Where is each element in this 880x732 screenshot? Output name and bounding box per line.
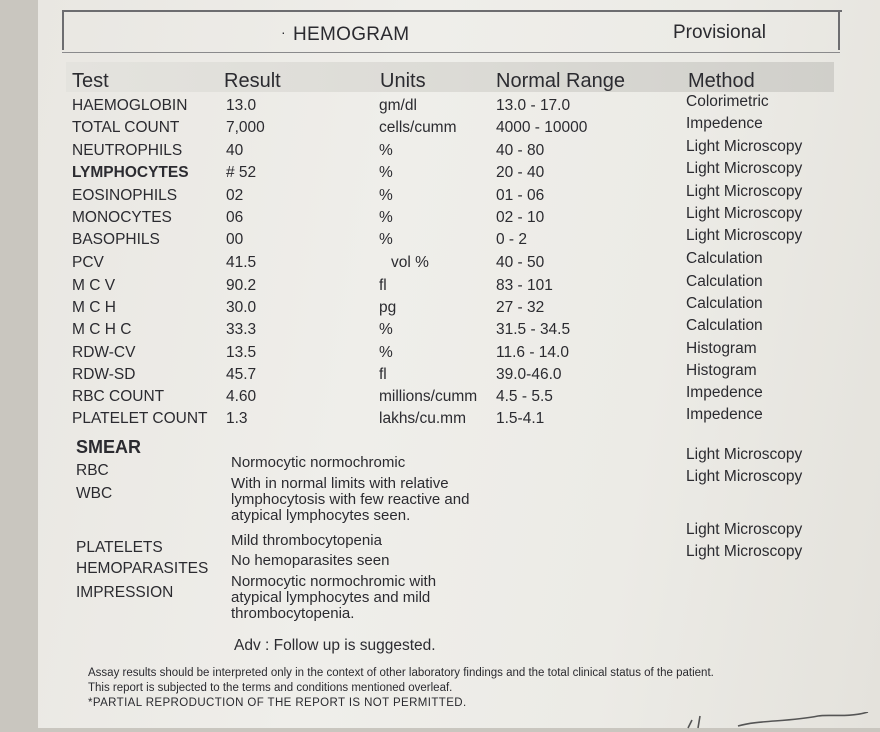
test-name: PCV (72, 254, 104, 271)
smear-finding-line: Normocytic normochromic (231, 454, 406, 471)
method-value: Calculation (686, 273, 763, 290)
result-value: 13.5 (226, 344, 257, 361)
method-value: Light Microscopy (686, 227, 803, 244)
unit-value: cells/cumm (379, 119, 457, 136)
test-name: NEUTROPHILS (72, 142, 183, 159)
unit-value: pg (379, 299, 397, 316)
normal-range-value: 11.6 - 14.0 (496, 344, 569, 361)
normal-range-value: 4000 - 10000 (496, 119, 588, 136)
result-value: 13.0 (226, 97, 257, 114)
unit-value: % (379, 164, 393, 181)
smear-method-rbc: Light Microscopy (686, 446, 803, 463)
normal-range-value: 27 - 32 (496, 299, 545, 316)
column-header-units: Units (380, 70, 426, 92)
method-value: Light Microscopy (686, 205, 803, 222)
test-name: PLATELET COUNT (72, 410, 208, 427)
report-title-text: HEMOGRAM (293, 24, 410, 45)
smear-section-title: SMEAR (76, 437, 142, 457)
column-header-normal-range: Normal Range (496, 70, 625, 92)
unit-value: % (379, 142, 393, 159)
normal-range-value: 4.5 - 5.5 (496, 388, 553, 405)
smear-finding-impression (231, 574, 436, 622)
smear-finding-rbc (231, 455, 405, 471)
test-name: MONOCYTES (72, 209, 172, 226)
smear-label-wbc: WBC (76, 485, 113, 502)
method-value: Calculation (686, 250, 763, 267)
method-value: Impedence (686, 384, 763, 401)
test-name: TOTAL COUNT (72, 119, 180, 136)
result-value: 45.7 (226, 366, 257, 383)
test-name: M C H (72, 299, 116, 316)
smear-finding-line: Normocytic normochromic with (231, 573, 437, 590)
unit-value: millions/cumm (379, 388, 478, 405)
smear-finding-line: atypical lymphocytes and mild (231, 589, 431, 606)
unit-value: fl (379, 277, 387, 294)
unit-value: % (379, 209, 393, 226)
result-value: 41.5 (226, 254, 257, 271)
test-name: LYMPHOCYTES (72, 164, 189, 181)
smear-label-hemoparasites: HEMOPARASITES (76, 560, 209, 577)
normal-range-value: 02 - 10 (496, 209, 545, 226)
unit-value: % (379, 231, 393, 248)
smear-method-platelets: Light Microscopy (686, 521, 803, 538)
unit-value: gm/dl (379, 97, 417, 114)
result-value: 4.60 (226, 388, 257, 405)
normal-range-value: 01 - 06 (496, 187, 545, 204)
result-value: 7,000 (226, 119, 265, 136)
title-box-bottom-border (62, 52, 840, 53)
method-value: Impedence (686, 406, 763, 423)
top-border (62, 10, 842, 12)
test-name: EOSINOPHILS (72, 187, 178, 204)
test-name: M C V (72, 277, 116, 294)
normal-range-value: 1.5-4.1 (496, 410, 545, 427)
unit-value: % (379, 344, 393, 361)
method-value: Calculation (686, 295, 763, 312)
normal-range-value: 40 - 80 (496, 142, 545, 159)
unit-value: lakhs/cu.mm (379, 410, 466, 427)
test-name: RDW-CV (72, 344, 136, 361)
smear-label-impression: IMPRESSION (76, 584, 174, 601)
test-name: RBC COUNT (72, 388, 165, 405)
normal-range-value: 39.0-46.0 (496, 366, 562, 383)
smear-label-platelets: PLATELETS (76, 539, 163, 556)
report-title (281, 24, 410, 46)
title-bullet-mark: · (281, 24, 286, 40)
smear-finding-line: With in normal limits with relative (231, 475, 449, 492)
result-value: 1.3 (226, 410, 248, 427)
method-value: Light Microscopy (686, 138, 803, 155)
unit-value: fl (379, 366, 387, 383)
smear-finding-platelets (231, 533, 382, 549)
test-name: M C H C (72, 321, 132, 338)
result-value: 00 (226, 231, 244, 248)
normal-range-value: 13.0 - 17.0 (496, 97, 571, 114)
normal-range-value: 83 - 101 (496, 277, 553, 294)
unit-value: vol % (391, 254, 429, 271)
result-value: 90.2 (226, 277, 257, 294)
method-value: Histogram (686, 340, 757, 357)
method-value: Colorimetric (686, 93, 769, 110)
title-box-left-border (62, 10, 64, 50)
smear-method-wbc: Light Microscopy (686, 468, 803, 485)
smear-finding-hemoparasites (231, 553, 389, 569)
normal-range-value: 40 - 50 (496, 254, 545, 271)
column-header-result: Result (224, 70, 281, 92)
report-status: Provisional (673, 22, 766, 43)
result-value: 33.3 (226, 321, 257, 338)
test-name: HAEMOGLOBIN (72, 97, 188, 114)
test-name: BASOPHILS (72, 231, 160, 248)
method-value: Calculation (686, 317, 763, 334)
result-value: 40 (226, 142, 244, 159)
smear-finding-line: Mild thrombocytopenia (231, 532, 382, 549)
smear-finding-line: No hemoparasites seen (231, 552, 390, 569)
smear-finding-line: thrombocytopenia. (231, 605, 355, 622)
result-value: 06 (226, 209, 244, 226)
result-value: # 52 (226, 164, 257, 181)
smear-finding-line: atypical lymphocytes seen. (231, 507, 411, 524)
column-header-method: Method (688, 70, 755, 92)
advice-note: Adv : Follow up is suggested. (234, 637, 436, 654)
signature-stroke (678, 712, 878, 732)
footer-reproduction-note: *PARTIAL REPRODUCTION OF THE REPORT IS NOT PERMITTED. (88, 697, 467, 709)
footer-disclaimer: Assay results should be interpreted only in the context of other laboratory findings and the total clinical status of the patient. (88, 667, 714, 679)
result-value: 02 (226, 187, 244, 204)
unit-value: % (379, 187, 393, 204)
smear-finding-wbc (231, 476, 469, 524)
result-value: 30.0 (226, 299, 257, 316)
method-value: Light Microscopy (686, 183, 803, 200)
footer-terms-note: This report is subjected to the terms and conditions mentioned overleaf. (88, 682, 453, 694)
method-value: Impedence (686, 115, 763, 132)
smear-finding-line: lymphocytosis with few reactive and (231, 491, 470, 508)
normal-range-value: 31.5 - 34.5 (496, 321, 571, 338)
unit-value: % (379, 321, 393, 338)
title-box-right-border (838, 10, 840, 50)
method-value: Light Microscopy (686, 160, 803, 177)
smear-method-hemoparasites: Light Microscopy (686, 543, 803, 560)
column-header-test: Test (72, 70, 109, 92)
normal-range-value: 0 - 2 (496, 231, 528, 248)
test-name: RDW-SD (72, 366, 136, 383)
method-value: Histogram (686, 362, 757, 379)
normal-range-value: 20 - 40 (496, 164, 545, 181)
report-sheet (38, 0, 880, 728)
smear-label-rbc: RBC (76, 462, 109, 479)
